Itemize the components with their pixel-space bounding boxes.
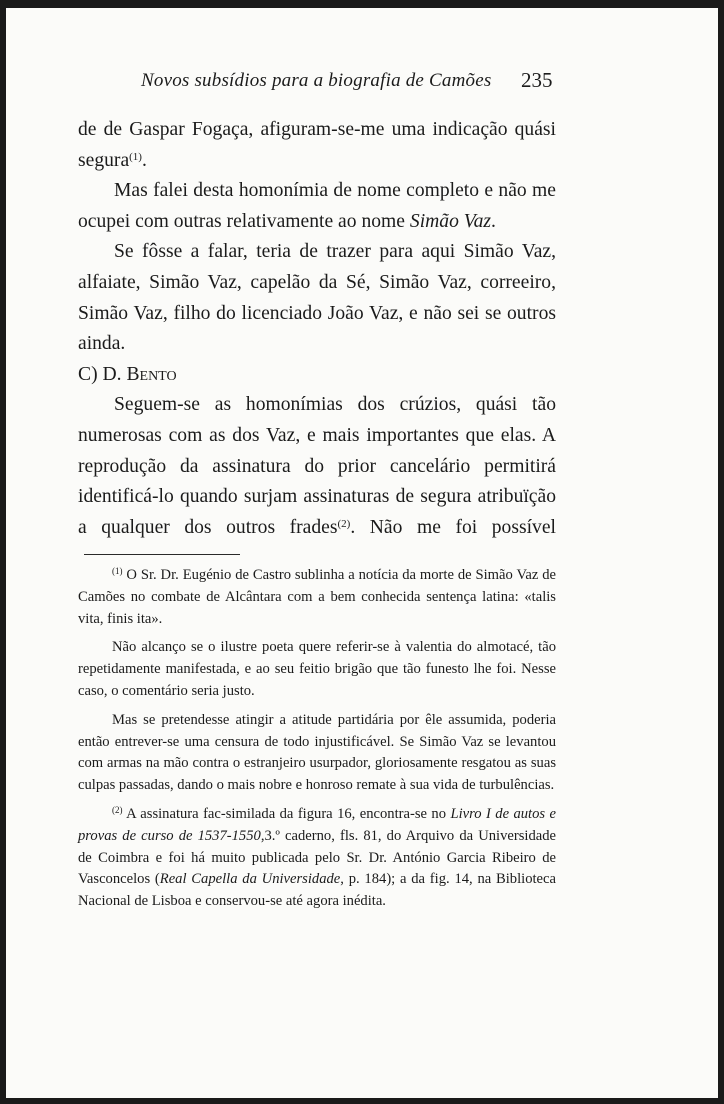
page-number: 235 bbox=[521, 68, 553, 92]
paragraph: Seguem-se as homonímias dos crúzios, quási tão numerosas com as dos Vaz, e mais importantes que elas. A reprodução da assinatura do prior cancelário permitirá identificá-lo quando surjam assinaturas de segura atribuïção a qualquer dos outros frades$^{(2)}$. Não me foi possível bbox=[78, 394, 556, 538]
paragraph: Se fôsse a falar, teria de trazer para aqui Simão Vaz, alfaiate, Simão Vaz, capelão da Sé, Simão Vaz, correeiro, Simão Vaz, filho do licenciado João Vaz, e não sei se outros ainda. bbox=[78, 241, 556, 355]
book-page bbox=[6, 8, 718, 1098]
main-text bbox=[78, 115, 556, 543]
paragraph: de de Gaspar Fogaça, afiguram-se-me uma indicação quási segura$^{(1)}$. bbox=[78, 119, 556, 171]
footnote-marker: (2) bbox=[112, 804, 123, 815]
footnote-reference: (2) bbox=[337, 517, 351, 530]
page-header bbox=[6, 70, 718, 100]
book-title: Livro I de autos e provas de curso de 1537-1550 bbox=[78, 805, 556, 844]
paragraph: Mas falei desta homonímia de nome completo e não me ocupei com outras relativamente ao nome Simão Vaz. bbox=[78, 180, 556, 232]
work-title: Real Capella da Universidade bbox=[159, 871, 341, 888]
footnote: Não alcanço se o ilustre poeta quere referir-se à valentia do almotacé, tão repetidamente manifestada, e ao seu feitio brigão que tão funesto lhe foi. Nesse caso, o comentário seria justo. bbox=[78, 639, 556, 699]
italic-name: Simão Vaz bbox=[409, 210, 491, 232]
footnote-marker: (1) bbox=[112, 566, 123, 576]
footnote: Mas se pretendesse atingir a atitude partidária por êle assumida, poderia então entrever-se uma censura de todo injustificável. Se Simão Vaz se levantou com armas na mão contra o estranjeiro usurpador, gloriosamente resgatou as suas culpas passadas, dando o mais nobre e honroso remate à sua vida de turbulências. bbox=[78, 711, 556, 794]
footnote-separator bbox=[84, 554, 240, 555]
footnote-reference: (1) bbox=[129, 150, 142, 163]
section-heading: C) D. Bento bbox=[78, 363, 177, 385]
footnote: $^{(1)}$ O Sr. Dr. Eugénio de Castro sublinha a notícia da morte de Simão Vaz de Camões no combate de Alcântara com a bem conhecida sentença latina: «talis vita, finis ita». bbox=[78, 566, 556, 627]
footnotes bbox=[78, 565, 556, 920]
running-title: Novos subsídios para a biografia de Camões bbox=[141, 70, 492, 91]
footnote: $^{(2)}$ A assinatura fac-similada da figura 16, encontra-se no Livro I de autos e provas de curso de 1537-1550,3.º caderno, fls. 81, do Arquivo da Universidade de Coimbra e foi há muito publicada pelo Sr. Dr. António Garcia Ribeiro de Vasconcelos (Real Capella da Universidade, p. 184); a da fig. 14, na Biblioteca Nacional de Lisboa e conservou-se até agora inédita. bbox=[78, 804, 557, 910]
